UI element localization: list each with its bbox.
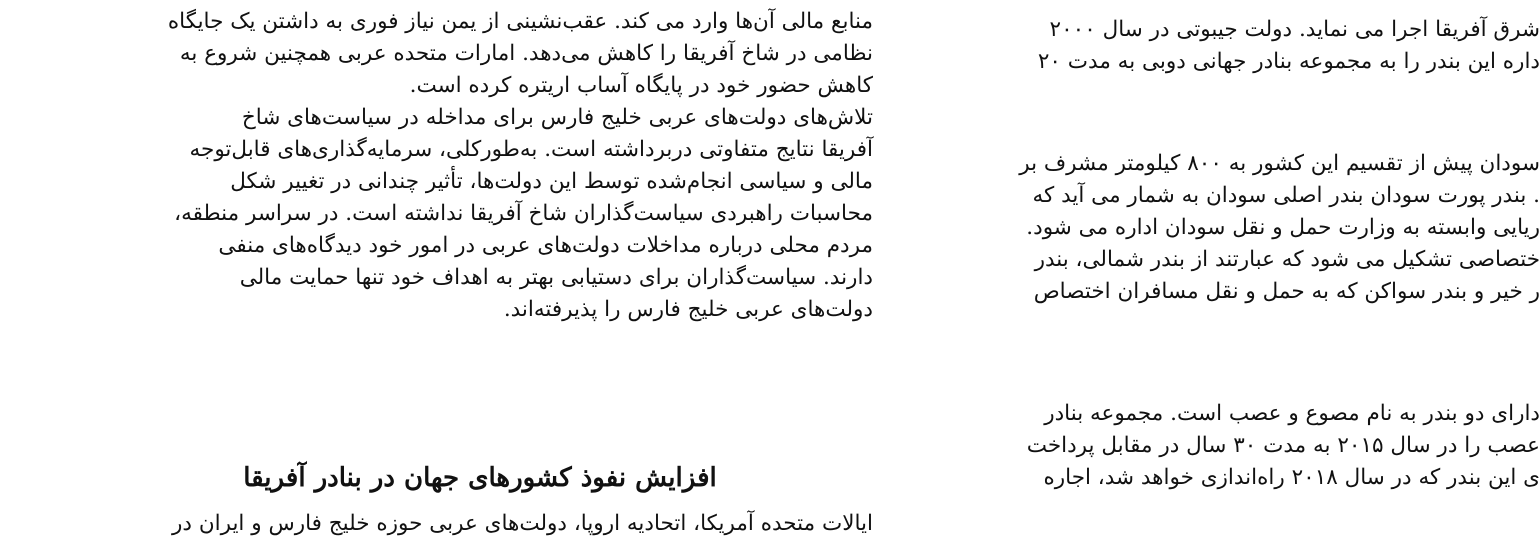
text-line: ختصاصی تشکیل می شود که عبارتند از بندر شمالی، بندر — [1034, 247, 1540, 272]
text-line: دارند. سیاست‌گذاران برای دستیابی بهتر به اهداف خود تنها حمایت مالی — [239, 265, 873, 290]
right-column-block-2 — [920, 148, 1540, 308]
text-line: نظامی در شاخ آفریقا را کاهش می‌دهد. امارات متحده عربی همچنین شروع به — [179, 41, 873, 66]
text-line: ر خیر و بندر سواکن که به حمل و نقل مسافران اختصاص — [1033, 279, 1540, 304]
text-line: ریایی وابسته به وزارت حمل و نقل سودان اداره می شود. — [1026, 215, 1540, 240]
section-heading: افزایش نفوذ کشورهای جهان در بنادر آفریقا — [243, 463, 717, 493]
text-line: مالی و سیاسی انجام‌شده توسط این دولت‌ها، تأثیر چندانی در تغییر شکل — [230, 169, 873, 194]
text-line: مردم محلی درباره مداخلات دولت‌های عربی در امور خود دیدگاه‌های منفی — [218, 233, 873, 258]
text-line: دارای دو بندر به نام مصوع و عصب است. مجموعه بنادر — [1044, 401, 1540, 426]
left-column-continued — [78, 508, 873, 540]
text-line: ی این بندر که در سال ۲۰۱۸ راه‌اندازی خواهد شد، اجاره — [1043, 465, 1540, 490]
text-line: آفریقا نتایج متفاوتی دربرداشته است. به‌طورکلی، سرمایه‌گذاری‌های قابل‌توجه — [189, 137, 873, 162]
text-line: کاهش حضور خود در پایگاه آساب اریتره کرده است. — [409, 73, 873, 98]
text-line: داره این بندر را به مجموعه بنادر جهانی دوبی به مدت ۲۰ — [1037, 49, 1540, 74]
text-line: . بندر پورت سودان بندر اصلی سودان به شمار می آید که — [1032, 183, 1540, 208]
right-column-block-3 — [920, 398, 1540, 494]
text-line: عصب را در سال ۲۰۱۵ به مدت ۳۰ سال در مقابل پرداخت — [1026, 433, 1540, 458]
text-line: محاسبات راهبردی سیاست‌گذاران شاخ آفریقا نداشته است. در سراسر منطقه، — [174, 201, 873, 226]
right-column-block-1 — [920, 14, 1540, 78]
left-column — [78, 6, 873, 326]
text-line: ایالات متحده آمریکا، اتحادیه اروپا، دولت‌های عربی حوزه خلیج فارس و ایران در — [172, 511, 873, 536]
text-line: تلاش‌های دولت‌های عربی خلیج فارس برای مداخله در سیاست‌های شاخ — [241, 105, 873, 130]
text-line: سودان پیش از تقسیم این کشور به ۸۰۰ کیلومتر مشرف بر — [1019, 151, 1540, 176]
text-line: منابع مالی آن‌ها وارد می کند. عقب‌نشینی از یمن نیاز فوری به داشتن یک جایگاه — [167, 9, 873, 34]
text-line: شرق آفریقا اجرا می نماید. دولت جیبوتی در سال ۲۰۰۰ — [1049, 17, 1540, 42]
text-line: دولت‌های عربی خلیج فارس را پذیرفته‌اند. — [503, 297, 873, 322]
